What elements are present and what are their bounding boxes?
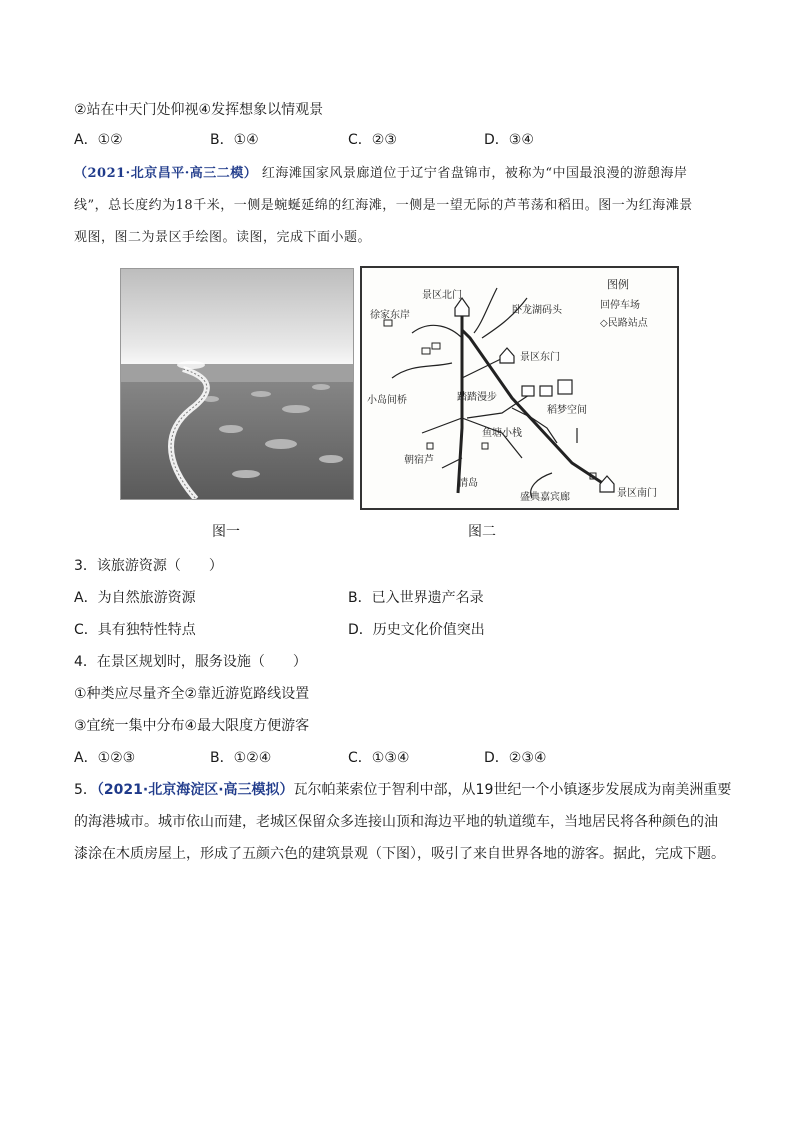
q3-option-c: C．具有独特性特点 xyxy=(74,622,196,638)
figure-1-caption: 图一 xyxy=(212,524,240,540)
intro-line-3: 观图，图二为景区手绘图。读图，完成下面小题。 xyxy=(74,230,372,245)
figure-1-photo xyxy=(120,268,354,500)
map-label-xuhuai: 徐家东岸 xyxy=(370,310,410,321)
scenic-area-map xyxy=(362,268,677,508)
question-5-line-1 xyxy=(74,780,731,800)
question-3-stem: 3．该旅游资源（ ） xyxy=(74,558,223,574)
option-b: B．①④ xyxy=(210,132,259,148)
intro-text-1: 红海滩国家风景廊道位于辽宁省盘锦市，被称为“中国最浪漫的游憩海岸 xyxy=(261,166,688,181)
statement-line: ②站在中天门处仰视④发挥想象以情观景 xyxy=(74,102,324,118)
q4-option-c: C．①③④ xyxy=(348,750,410,766)
map-label-yansheng: 盛典嘉宾廊 xyxy=(520,492,570,503)
option-d: D．③④ xyxy=(484,132,534,148)
map-label-qingdao: 情岛 xyxy=(458,478,478,489)
q4-statements-2: ③宜统一集中分布④最大限度方便游客 xyxy=(74,718,310,734)
option-c: C．②③ xyxy=(348,132,397,148)
map-label-chaoxi: 朝宿芦 xyxy=(404,455,434,466)
map-legend-title: 图例 xyxy=(607,278,629,291)
q3-option-a: A．为自然旅游资源 xyxy=(74,590,196,606)
question-4-stem: 4．在景区规划时，服务设施（ ） xyxy=(74,654,307,670)
figure-2-map xyxy=(360,266,679,510)
map-legend-item-stop: ◇民路站点 xyxy=(600,318,648,329)
map-label-wolong: 卧龙湖码头 xyxy=(512,305,562,316)
q5-number: 5． xyxy=(74,782,97,798)
option-a: A．①② xyxy=(74,132,123,148)
map-label-tuteng: 踏踏漫步 xyxy=(457,392,497,403)
map-label-xiaodao: 小岛间桥 xyxy=(367,395,407,406)
map-label-daomeng: 稻梦空间 xyxy=(547,405,587,416)
q4-statements-1: ①种类应尽量齐全②靠近游览路线设置 xyxy=(74,686,310,702)
red-beach-photo xyxy=(121,269,353,499)
question-5-line-2: 的海港城市。城市依山而建，老城区保留众多连接山顶和海边平地的轨道缆车，当地居民将各种颜色的油 xyxy=(74,814,718,830)
source-tag: （2021·北京昌平·高三二模） xyxy=(74,166,258,181)
map-label-east-gate: 景区东门 xyxy=(520,352,560,363)
map-label-north-gate: 景区北门 xyxy=(422,290,462,301)
intro-line-2: 线”，总长度约为18千米，一侧是蜿蜒延绵的红海滩，一侧是一望无际的芦苇荡和稻田。图一为红海滩景 xyxy=(74,198,693,213)
q3-option-b: B．已入世界遗产名录 xyxy=(348,590,484,606)
map-label-south-gate: 景区南门 xyxy=(617,488,657,499)
map-legend-item-parking: 回停车场 xyxy=(600,300,640,311)
intro-line-1 xyxy=(74,164,688,184)
q5-source-tag: （2021·北京海淀区·高三模拟） xyxy=(96,782,294,798)
q4-option-d: D．②③④ xyxy=(484,750,547,766)
figure-2-caption: 图二 xyxy=(468,524,496,540)
map-label-youtang: 鱼塘小栈 xyxy=(482,428,522,439)
q4-option-b: B．①②④ xyxy=(210,750,272,766)
q4-option-a: A．①②③ xyxy=(74,750,136,766)
q5-text-1: 瓦尔帕莱索位于智利中部，从19世纪一个小镇逐步发展成为南美洲重要 xyxy=(293,782,732,798)
q3-option-d: D．历史文化价值突出 xyxy=(348,622,485,638)
question-5-line-3: 漆涂在木质房屋上，形成了五颜六色的建筑景观（下图），吸引了来自世界各地的游客。据此，完成下题。 xyxy=(74,846,725,862)
